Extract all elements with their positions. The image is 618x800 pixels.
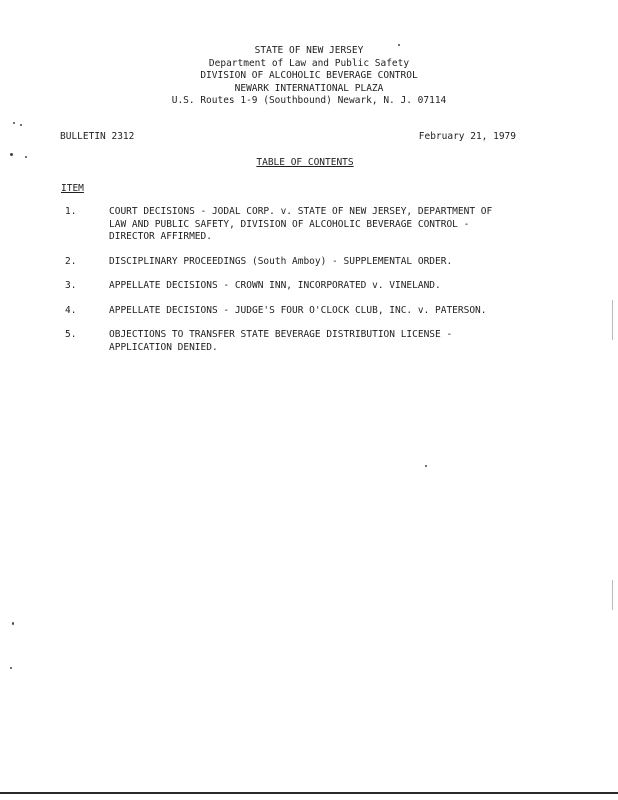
scan-speck (12, 622, 14, 625)
toc-item (65, 256, 525, 269)
scan-speck (20, 124, 22, 126)
toc-item-text: DISCIPLINARY PROCEEDINGS (South Amboy) - SUPPLEMENTAL ORDER. (109, 255, 453, 267)
page-bottom-rule (0, 792, 618, 794)
scan-speck (10, 153, 13, 156)
letterhead-division: DIVISION OF ALCOHOLIC BEVERAGE CONTROL (200, 70, 418, 81)
toc-item-text: APPELLATE DECISIONS - JUDGE'S FOUR O'CLOCK CLUB, INC. v. PATERSON. (109, 304, 487, 316)
scan-edge-mark (612, 580, 613, 610)
toc-item-text: OBJECTIONS TO TRANSFER STATE BEVERAGE DISTRIBUTION LICENSE - APPLICATION DENIED. (109, 329, 453, 353)
bulletin-number: BULLETIN 2312 (60, 131, 135, 142)
bulletin-row (60, 131, 516, 144)
letterhead-state: STATE OF NEW JERSEY (254, 45, 364, 56)
toc-item (65, 206, 525, 244)
bulletin-date: February 21, 1979 (418, 131, 516, 142)
toc-item-text: APPELLATE DECISIONS - CROWN INN, INCORPORATED v. VINELAND. (109, 280, 441, 291)
scan-speck (398, 44, 400, 46)
toc-item-number: 3. (65, 280, 77, 291)
toc-item (65, 305, 525, 318)
scan-edge-mark (612, 300, 613, 340)
toc-item-number: 2. (65, 255, 77, 267)
letterhead-address: U.S. Routes 1-9 (Southbound) Newark, N. J. 07114 (171, 95, 447, 106)
scan-speck (13, 122, 15, 124)
letterhead-department: Department of Law and Public Safety (208, 57, 410, 69)
toc-item (65, 280, 525, 293)
item-column-header: ITEM (61, 183, 84, 194)
scan-speck (425, 465, 427, 467)
toc-title: TABLE OF CONTENTS (256, 157, 354, 168)
scan-speck (10, 667, 12, 669)
toc-item-number: 4. (65, 304, 77, 316)
toc-item-text: COURT DECISIONS - JODAL CORP. v. STATE OF NEW JERSEY, DEPARTMENT OF LAW AND PUBLIC SAFETY, DIVISION OF ALCOHOLIC BEVERAGE CONTROL - DIRECTOR AFFIRMED. (109, 206, 493, 242)
toc-item (65, 329, 525, 354)
letterhead (0, 45, 618, 108)
scan-speck (25, 156, 27, 158)
toc-item-number: 1. (65, 206, 77, 217)
toc-item-number: 5. (65, 329, 77, 340)
letterhead-plaza: NEWARK INTERNATIONAL PLAZA (234, 82, 384, 94)
toc-item-list (65, 206, 525, 366)
